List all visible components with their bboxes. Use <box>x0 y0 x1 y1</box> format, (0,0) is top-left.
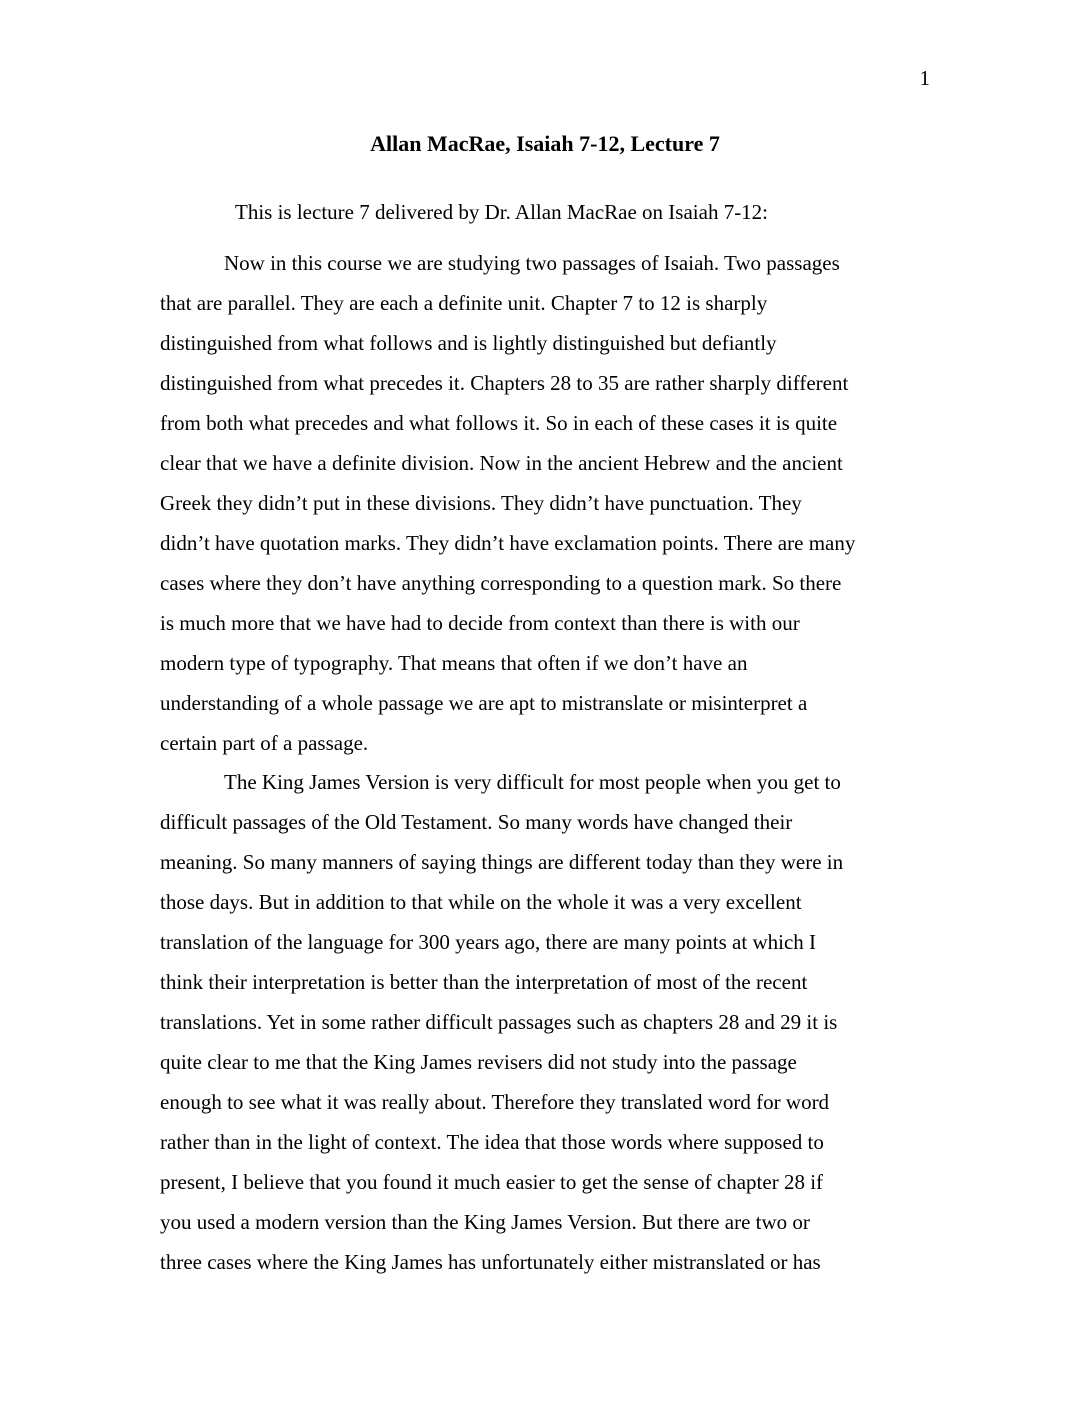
text-line: The King James Version is very difficult for most people when you get to <box>224 770 841 794</box>
text-line: meaning. So many manners of saying things are different today than they were in <box>160 850 844 874</box>
paragraph-2 <box>160 762 940 1282</box>
text-line: quite clear to me that the King James revisers did not study into the passage <box>160 1050 797 1074</box>
document-title: Allan MacRae, Isaiah 7-12, Lecture 7 <box>370 131 720 156</box>
text-line: difficult passages of the Old Testament. So many words have changed their <box>160 810 793 834</box>
intro-line: This is lecture 7 delivered by Dr. Allan MacRae on Isaiah 7-12: <box>235 200 769 224</box>
text-line: that are parallel. They are each a definite unit. Chapter 7 to 12 is sharply <box>160 291 768 315</box>
text-line: translation of the language for 300 years ago, there are many points at which I <box>160 930 817 954</box>
text-line: three cases where the King James has unfortunately either mistranslated or has <box>160 1250 821 1274</box>
text-line: cases where they don’t have anything corresponding to a question mark. So there <box>160 571 842 595</box>
text-line: from both what precedes and what follows it. So in each of these cases it is quite <box>160 411 838 435</box>
text-line: think their interpretation is better than the interpretation of most of the recent <box>160 970 808 994</box>
text-line: present, I believe that you found it much easier to get the sense of chapter 28 if <box>160 1170 824 1194</box>
text-line: certain part of a passage. <box>160 731 369 755</box>
text-line: rather than in the light of context. The idea that those words where supposed to <box>160 1130 824 1154</box>
text-line: didn’t have quotation marks. They didn’t have exclamation points. There are many <box>160 531 856 555</box>
text-line: understanding of a whole passage we are apt to mistranslate or misinterpret a <box>160 691 808 715</box>
text-line: Now in this course we are studying two passages of Isaiah. Two passages <box>224 251 840 275</box>
text-line: is much more that we have had to decide from context than there is with our <box>160 611 800 635</box>
page-number: 1 <box>919 66 930 90</box>
text-line: enough to see what it was really about. Therefore they translated word for word <box>160 1090 830 1114</box>
text-line: you used a modern version than the King James Version. But there are two or <box>160 1210 810 1234</box>
text-line: Greek they didn’t put in these divisions. They didn’t have punctuation. They <box>160 491 802 515</box>
text-line: those days. But in addition to that while on the whole it was a very excellent <box>160 890 802 914</box>
text-line: translations. Yet in some rather difficult passages such as chapters 28 and 29 it is <box>160 1010 838 1034</box>
paragraph-1 <box>160 243 940 763</box>
text-line: clear that we have a definite division. Now in the ancient Hebrew and the ancient <box>160 451 843 475</box>
text-line: distinguished from what follows and is lightly distinguished but defiantly <box>160 331 777 355</box>
text-line: modern type of typography. That means that often if we don’t have an <box>160 651 748 675</box>
text-line: distinguished from what precedes it. Chapters 28 to 35 are rather sharply different <box>160 371 849 395</box>
